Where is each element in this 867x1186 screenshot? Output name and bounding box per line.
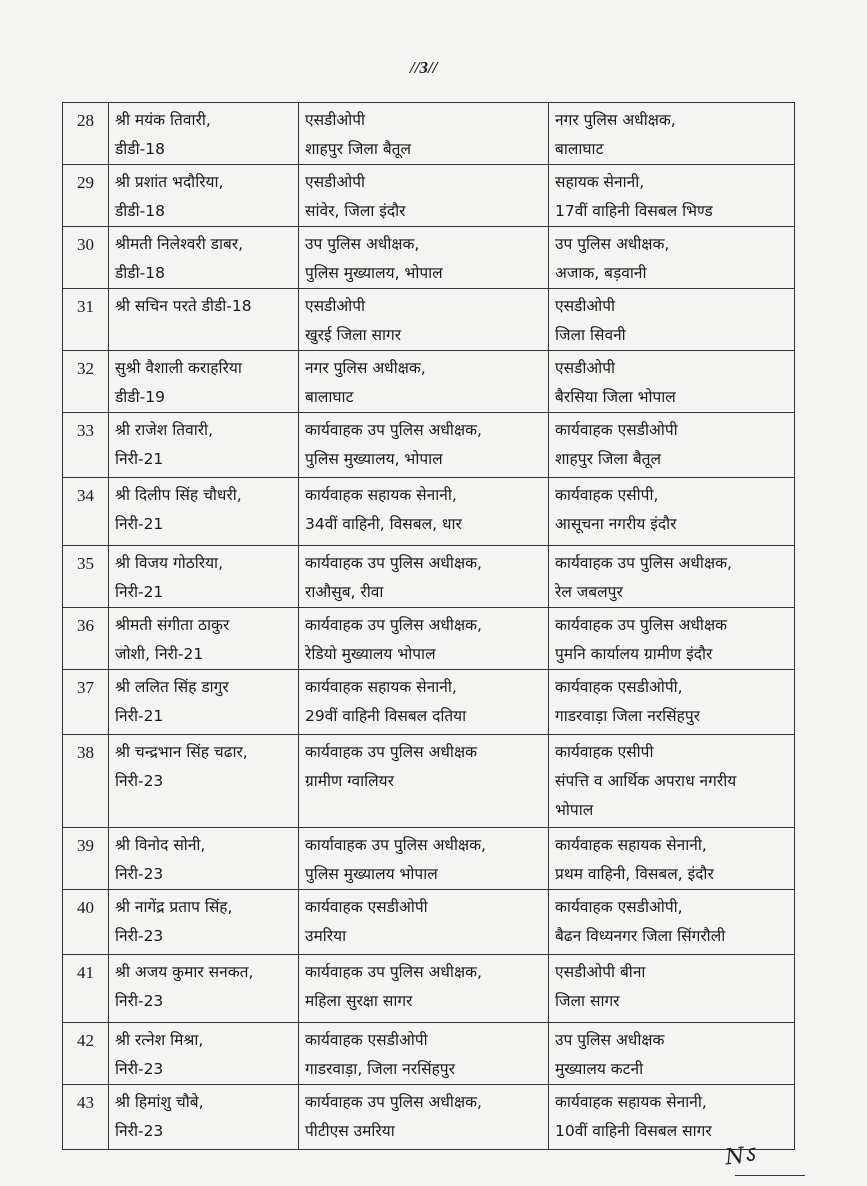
new-posting-line: बालाघाट — [555, 140, 604, 158]
serial-number: 40 — [63, 890, 109, 955]
officer-name — [109, 478, 299, 546]
new-posting-line: एसडीओपी बीना — [555, 963, 646, 981]
current-posting-line: महिला सुरक्षा सागर — [305, 992, 413, 1010]
serial-number: 30 — [63, 227, 109, 289]
transfer-table — [62, 102, 795, 1150]
new-posting — [549, 289, 795, 351]
signature: Nऽ — [723, 1142, 756, 1171]
current-posting-line: 34वीं वाहिनी, विसबल, धार — [305, 515, 462, 533]
officer-name — [109, 890, 299, 955]
officer-name-line: डीडी-19 — [115, 388, 165, 406]
current-posting-line: कार्यवाहक उप पुलिस अधीक्षक, — [305, 616, 482, 634]
new-posting-line: कार्यवाहक सहायक सेनानी, — [555, 836, 707, 854]
new-posting — [549, 1023, 795, 1085]
officer-name — [109, 413, 299, 478]
officer-name-line: श्री रत्नेश मिश्रा, — [115, 1031, 204, 1049]
current-posting-line: पीटीएस उमरिया — [305, 1122, 395, 1140]
serial-number: 39 — [63, 828, 109, 890]
table-row — [63, 546, 795, 608]
current-posting — [299, 670, 549, 735]
serial-number: 42 — [63, 1023, 109, 1085]
officer-name-line: श्रीमती संगीता ठाकुर — [115, 616, 230, 634]
officer-name — [109, 103, 299, 165]
current-posting-line: बालाघाट — [305, 388, 354, 406]
current-posting — [299, 478, 549, 546]
new-posting-line: 10वीं वाहिनी विसबल सागर — [555, 1122, 712, 1140]
current-posting — [299, 735, 549, 828]
current-posting — [299, 1085, 549, 1150]
officer-name — [109, 1085, 299, 1150]
officer-name — [109, 1023, 299, 1085]
new-posting — [549, 227, 795, 289]
officer-name-line: निरी-23 — [115, 1060, 164, 1078]
current-posting-line: राऔसुब, रीवा — [305, 583, 384, 601]
current-posting-line: कार्यवाहक एसडीओपी — [305, 898, 428, 916]
new-posting — [549, 413, 795, 478]
current-posting-line: 29वीं वाहिनी विसबल दतिया — [305, 707, 467, 725]
new-posting-line: संपत्ति व आर्थिक अपराध नगरीय — [555, 772, 737, 790]
new-posting-line: अजाक, बड़वानी — [555, 264, 647, 282]
officer-name-line: निरी-21 — [115, 583, 164, 601]
officer-name — [109, 289, 299, 351]
current-posting-line: कार्यवाहक उप पुलिस अधीक्षक, — [305, 1093, 482, 1111]
current-posting — [299, 955, 549, 1023]
new-posting — [549, 546, 795, 608]
officer-name-line: श्री अजय कुमार सनकत, — [115, 963, 254, 981]
current-posting-line: रेडियो मुख्यालय भोपाल — [305, 645, 436, 663]
current-posting-line: शाहपुर जिला बैतूल — [305, 140, 412, 158]
new-posting-line: कार्यवाहक एसडीओपी, — [555, 898, 683, 916]
officer-name-line: डीडी-18 — [115, 140, 165, 158]
current-posting-line: कार्यवाहक उप पुलिस अधीक्षक — [305, 743, 477, 761]
officer-name-line: निरी-21 — [115, 515, 164, 533]
officer-name-line: जोशी, निरी-21 — [115, 645, 204, 663]
new-posting-line: जिला सागर — [555, 992, 620, 1010]
current-posting-line: उमरिया — [305, 927, 347, 945]
new-posting-line: सहायक सेनानी, — [555, 173, 645, 191]
current-posting-line: कार्यवाहक उप पुलिस अधीक्षक, — [305, 554, 482, 572]
table-row — [63, 735, 795, 828]
table-row — [63, 351, 795, 413]
table-row — [63, 165, 795, 227]
new-posting-line: पुमनि कार्यालय ग्रामीण इंदौर — [555, 645, 713, 663]
table-row — [63, 608, 795, 670]
current-posting-line: कार्यवाहक एसडीओपी — [305, 1031, 428, 1049]
officer-name-line: श्री विनोद सोनी, — [115, 836, 206, 854]
current-posting-line: एसडीओपी — [305, 173, 366, 191]
current-posting — [299, 227, 549, 289]
current-posting-line: एसडीओपी — [305, 297, 366, 315]
signature-underline — [735, 1175, 805, 1176]
new-posting-line: शाहपुर जिला बैतूल — [555, 450, 662, 468]
table-row — [63, 1085, 795, 1150]
serial-number: 41 — [63, 955, 109, 1023]
current-posting — [299, 165, 549, 227]
current-posting — [299, 890, 549, 955]
new-posting-line: कार्यवाहक उप पुलिस अधीक्षक — [555, 616, 727, 634]
new-posting — [549, 890, 795, 955]
current-posting — [299, 103, 549, 165]
new-posting-line: कार्यवाहक एसडीओपी, — [555, 678, 683, 696]
officer-name-line: डीडी-18 — [115, 202, 165, 220]
table-row — [63, 103, 795, 165]
new-posting — [549, 351, 795, 413]
officer-name — [109, 955, 299, 1023]
serial-number: 32 — [63, 351, 109, 413]
new-posting-line: नगर पुलिस अधीक्षक, — [555, 111, 676, 129]
new-posting — [549, 165, 795, 227]
current-posting-line: पुलिस मुख्यालय भोपाल — [305, 865, 438, 883]
officer-name-line: श्री राजेश तिवारी, — [115, 421, 214, 439]
officer-name-line: श्री दिलीप सिंह चौधरी, — [115, 486, 242, 504]
current-posting-line: पुलिस मुख्यालय, भोपाल — [305, 264, 443, 282]
officer-name — [109, 670, 299, 735]
officer-name — [109, 165, 299, 227]
current-posting-line: खुरई जिला सागर — [305, 326, 402, 344]
new-posting — [549, 478, 795, 546]
new-posting-line: भोपाल — [555, 801, 594, 819]
new-posting-line: कार्यवाहक एसीपी — [555, 743, 654, 761]
table-row — [63, 227, 795, 289]
current-posting — [299, 289, 549, 351]
current-posting-line: कार्यवाहक सहायक सेनानी, — [305, 678, 457, 696]
table-row — [63, 890, 795, 955]
officer-name — [109, 828, 299, 890]
new-posting-line: उप पुलिस अधीक्षक — [555, 1031, 665, 1049]
new-posting — [549, 735, 795, 828]
table-row — [63, 478, 795, 546]
table-row — [63, 413, 795, 478]
new-posting-line: कार्यवाहक एसडीओपी — [555, 421, 678, 439]
table-row — [63, 289, 795, 351]
officer-name-line: श्री विजय गोठरिया, — [115, 554, 223, 572]
officer-name-line: श्री नागेंद्र प्रताप सिंह, — [115, 898, 233, 916]
officer-name-line: निरी-21 — [115, 450, 164, 468]
officer-name-line: निरी-23 — [115, 992, 164, 1010]
new-posting-line: कार्यवाहक सहायक सेनानी, — [555, 1093, 707, 1111]
table-row — [63, 670, 795, 735]
current-posting-line: गाडरवाड़ा, जिला नरसिंहपुर — [305, 1060, 455, 1078]
new-posting-line: बैरसिया जिला भोपाल — [555, 388, 676, 406]
new-posting-line: 17वीं वाहिनी विसबल भिण्ड — [555, 202, 713, 220]
serial-number: 36 — [63, 608, 109, 670]
serial-number: 28 — [63, 103, 109, 165]
current-posting-line: कार्यवाहक उप पुलिस अधीक्षक, — [305, 421, 482, 439]
officer-name-line: निरी-23 — [115, 865, 164, 883]
serial-number: 35 — [63, 546, 109, 608]
officer-name-line: श्री सचिन परते डीडी-18 — [115, 297, 252, 315]
current-posting-line: उप पुलिस अधीक्षक, — [305, 235, 420, 253]
new-posting-line: रेल जबलपुर — [555, 583, 623, 601]
new-posting-line: उप पुलिस अधीक्षक, — [555, 235, 670, 253]
current-posting-line: सांवेर, जिला इंदौर — [305, 202, 406, 220]
current-posting — [299, 828, 549, 890]
new-posting-line: बैढन विध्यनगर जिला सिंगरौली — [555, 927, 726, 945]
new-posting — [549, 670, 795, 735]
officer-name-line: श्री हिमांशु चौबे, — [115, 1093, 204, 1111]
current-posting — [299, 608, 549, 670]
table-row — [63, 1023, 795, 1085]
serial-number: 38 — [63, 735, 109, 828]
officer-name-line: सुश्री वैशाली कराहरिया — [115, 359, 242, 377]
officer-name — [109, 546, 299, 608]
officer-name-line: निरी-21 — [115, 707, 164, 725]
current-posting-line: पुलिस मुख्यालय, भोपाल — [305, 450, 443, 468]
new-posting-line: एसडीओपी — [555, 359, 616, 377]
officer-name — [109, 735, 299, 828]
serial-number: 31 — [63, 289, 109, 351]
current-posting — [299, 413, 549, 478]
new-posting — [549, 608, 795, 670]
officer-name — [109, 227, 299, 289]
officer-name — [109, 608, 299, 670]
current-posting-line: कार्यवाहक उप पुलिस अधीक्षक, — [305, 963, 482, 981]
new-posting — [549, 103, 795, 165]
current-posting-line: ग्रामीण ग्वालियर — [305, 772, 395, 790]
new-posting-line: आसूचना नगरीय इंदौर — [555, 515, 677, 533]
table-row — [63, 828, 795, 890]
current-posting — [299, 351, 549, 413]
officer-name-line: निरी-23 — [115, 772, 164, 790]
current-posting — [299, 1023, 549, 1085]
officer-name — [109, 351, 299, 413]
current-posting-line: कार्यावाहक उप पुलिस अधीक्षक, — [305, 836, 486, 854]
new-posting-line: मुख्यालय कटनी — [555, 1060, 644, 1078]
current-posting-line: कार्यवाहक सहायक सेनानी, — [305, 486, 457, 504]
officer-name-line: निरी-23 — [115, 927, 164, 945]
new-posting — [549, 828, 795, 890]
officer-name-line: डीडी-18 — [115, 264, 165, 282]
new-posting-line: जिला सिवनी — [555, 326, 626, 344]
current-posting-line: नगर पुलिस अधीक्षक, — [305, 359, 426, 377]
new-posting-line: कार्यवाहक एसीपी, — [555, 486, 659, 504]
serial-number: 34 — [63, 478, 109, 546]
officer-name-line: श्री मयंक तिवारी, — [115, 111, 211, 129]
serial-number: 43 — [63, 1085, 109, 1150]
officer-name-line: श्री ललित सिंह डागुर — [115, 678, 229, 696]
new-posting-line: प्रथम वाहिनी, विसबल, इंदौर — [555, 865, 714, 883]
serial-number: 29 — [63, 165, 109, 227]
officer-name-line: श्रीमती निलेश्वरी डाबर, — [115, 235, 244, 253]
page-number: //3// — [410, 58, 438, 77]
new-posting-line: गाडरवाड़ा जिला नरसिंहपुर — [555, 707, 701, 725]
new-posting — [549, 1085, 795, 1150]
serial-number: 33 — [63, 413, 109, 478]
current-posting-line: एसडीओपी — [305, 111, 366, 129]
table-row — [63, 955, 795, 1023]
officer-name-line: निरी-23 — [115, 1122, 164, 1140]
new-posting-line: एसडीओपी — [555, 297, 616, 315]
new-posting-line: कार्यवाहक उप पुलिस अधीक्षक, — [555, 554, 732, 572]
current-posting — [299, 546, 549, 608]
officer-name-line: श्री चन्द्रभान सिंह चढार, — [115, 743, 248, 761]
officer-name-line: श्री प्रशांत भदौरिया, — [115, 173, 224, 191]
new-posting — [549, 955, 795, 1023]
serial-number: 37 — [63, 670, 109, 735]
